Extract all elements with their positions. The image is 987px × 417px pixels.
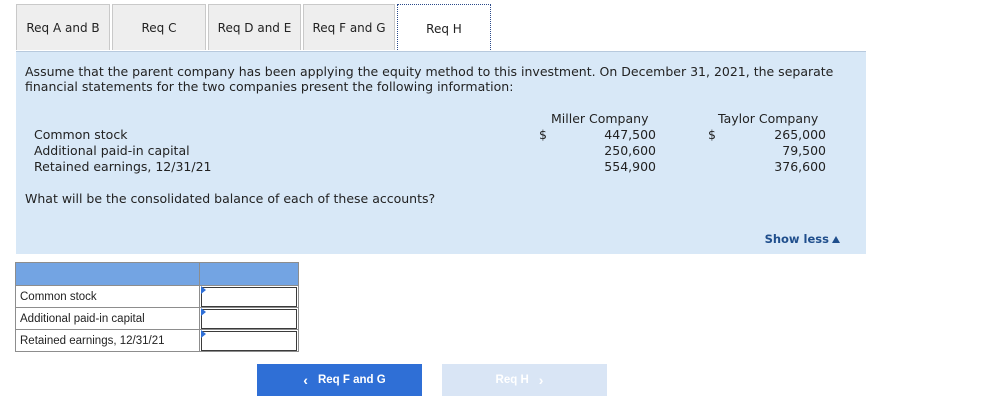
- input-flag-icon: [201, 330, 206, 338]
- table-row: [16, 286, 299, 308]
- taylor-value: 376,600: [774, 159, 826, 174]
- miller-value: 447,500: [604, 127, 656, 142]
- currency-symbol: $: [539, 127, 547, 142]
- taylor-value: 265,000: [774, 127, 826, 142]
- account-label: Additional paid-in capital: [34, 143, 190, 158]
- question-text: What will be the consolidated balance of each of these accounts?: [25, 191, 436, 206]
- chevron-right-icon: ›: [538, 372, 544, 388]
- tab-req-c[interactable]: Req C: [112, 4, 206, 50]
- answer-cell: [200, 286, 299, 308]
- show-less-link[interactable]: [765, 232, 840, 246]
- answer-cell: [200, 308, 299, 330]
- tab-req-h[interactable]: Req H: [397, 4, 491, 52]
- prev-requirement-button[interactable]: [257, 364, 422, 396]
- input-flag-icon: [201, 308, 206, 316]
- miller-value: 250,600: [604, 143, 656, 158]
- answer-cell: [200, 330, 299, 352]
- row-label-additional-paid-in-capital: Additional paid-in capital: [16, 308, 200, 330]
- tab-req-d-and-e[interactable]: Req D and E: [208, 4, 301, 50]
- column-header-taylor: Taylor Company: [718, 111, 819, 126]
- answer-table: [15, 262, 299, 352]
- currency-symbol: $: [708, 127, 716, 142]
- input-flag-icon: [201, 286, 206, 294]
- tab-req-f-and-g[interactable]: Req F and G: [303, 4, 395, 50]
- column-header-miller: Miller Company: [551, 111, 649, 126]
- tab-req-a-and-b[interactable]: Req A and B: [16, 4, 110, 50]
- additional-paid-in-capital-input[interactable]: [201, 309, 297, 329]
- common-stock-input[interactable]: [201, 287, 297, 307]
- next-button-label: Req H: [495, 374, 529, 386]
- account-label: Retained earnings, 12/31/21: [34, 159, 212, 174]
- chevron-left-icon: ‹: [303, 372, 308, 388]
- taylor-value: 79,500: [782, 143, 826, 158]
- miller-value: 554,900: [604, 159, 656, 174]
- retained-earnings-input[interactable]: [201, 331, 297, 351]
- next-requirement-button[interactable]: [442, 364, 607, 396]
- row-label-retained-earnings: Retained earnings, 12/31/21: [16, 330, 200, 352]
- header-cell: [200, 263, 299, 286]
- prev-button-label: Req F and G: [317, 374, 386, 386]
- answer-table-header: [16, 263, 299, 286]
- row-label-common-stock: Common stock: [16, 286, 200, 308]
- problem-intro-text: Assume that the parent company has been applying the equity method to this investment. On December 31, 2021, the separate financial statements for the two companies present the following information:: [25, 64, 834, 94]
- table-row: [16, 308, 299, 330]
- account-label: Common stock: [34, 127, 128, 142]
- triangle-up-icon: [832, 236, 840, 243]
- problem-info-panel: [16, 52, 866, 254]
- show-less-label: Show less: [764, 232, 829, 246]
- header-cell: [16, 263, 200, 286]
- table-row: [16, 330, 299, 352]
